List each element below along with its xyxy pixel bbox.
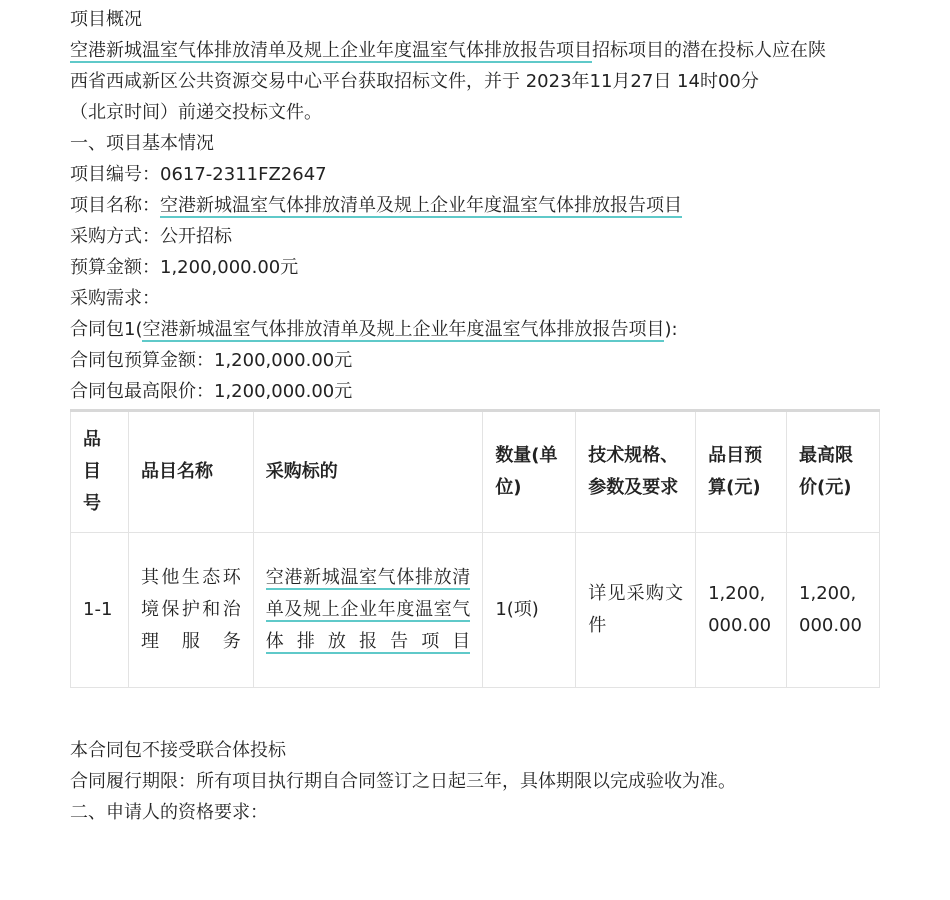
- project-number-row: [70, 159, 880, 190]
- package-budget-value: 1,200,000.00元: [214, 350, 353, 371]
- procurement-table: [70, 409, 880, 688]
- cell-spec: 详见采购文件: [576, 533, 696, 688]
- header-budget: 品目预算(元): [696, 411, 787, 533]
- procurement-method-row: [70, 221, 880, 252]
- section1-heading: 一、项目基本情况: [70, 133, 214, 154]
- header-subject: 采购标的: [253, 411, 483, 533]
- budget-row: [70, 252, 880, 283]
- subject-link[interactable]: 空港新城温室气体排放清单及规上企业年度温室气体排放报告项目: [265, 567, 471, 652]
- header-spec: 技术规格、参数及要求: [576, 411, 696, 533]
- cell-quantity: 1(项): [483, 533, 576, 688]
- contract-period: 合同履行期限：所有项目执行期自合同签订之日起三年，具体期限以完成验收为准。: [70, 771, 736, 792]
- procurement-method-value: 公开招标: [160, 226, 232, 247]
- table-header-row: [71, 411, 880, 533]
- cell-subject: [253, 533, 483, 688]
- spacer: [70, 688, 880, 735]
- budget-value: 1,200,000.00元: [160, 257, 299, 278]
- project-number-value: 0617-2311FZ2647: [160, 164, 327, 185]
- package-prefix: 合同包1(: [70, 319, 143, 340]
- package-suffix: ):: [664, 319, 678, 340]
- intro-line-3: （北京时间）前递交投标文件。: [70, 102, 322, 123]
- overview-heading: 项目概况: [70, 9, 142, 30]
- project-number-label: 项目编号：: [70, 164, 160, 185]
- notice-content: [70, 4, 880, 828]
- package-max-row: [70, 376, 880, 407]
- no-consortium-note: 本合同包不接受联合体投标: [70, 740, 286, 761]
- package-budget-label: 合同包预算金额：: [70, 350, 214, 371]
- intro-line-1-rest: 招标项目的潜在投标人应在陕: [592, 40, 826, 61]
- package-budget-row: [70, 345, 880, 376]
- package-link[interactable]: 空港新城温室气体排放清单及规上企业年度温室气体排放报告项目: [142, 319, 665, 340]
- project-link[interactable]: 空港新城温室气体排放清单及规上企业年度温室气体排放报告项目: [70, 40, 592, 61]
- table-row: [71, 533, 880, 688]
- project-name-link[interactable]: 空港新城温室气体排放清单及规上企业年度温室气体排放报告项目: [160, 195, 682, 216]
- package-max-label: 合同包最高限价：: [70, 381, 214, 402]
- header-item-name: 品目名称: [128, 411, 253, 533]
- cell-item-name: 其他生态环境保护和治理服务: [128, 533, 253, 688]
- budget-label: 预算金额：: [70, 257, 160, 278]
- header-quantity: 数量(单位): [483, 411, 576, 533]
- project-name-row: [70, 190, 880, 221]
- requirements-heading: 采购需求：: [70, 288, 160, 309]
- cell-max-price: 1,200,000.00: [787, 533, 880, 688]
- intro-line-1: [70, 35, 880, 66]
- intro-line-2: 西省西咸新区公共资源交易中心平台获取招标文件，并于 2023年11月27日 14时00分: [70, 71, 759, 92]
- header-max-price: 最高限价(元): [787, 411, 880, 533]
- procurement-method-label: 采购方式：: [70, 226, 160, 247]
- package-max-value: 1,200,000.00元: [214, 381, 353, 402]
- package-row: [70, 314, 880, 345]
- cell-item-no: 1-1: [71, 533, 129, 688]
- cell-budget: 1,200,000.00: [696, 533, 787, 688]
- project-name-label: 项目名称：: [70, 195, 160, 216]
- section2-heading: 二、申请人的资格要求：: [70, 802, 268, 823]
- header-item-no: 品目号: [71, 411, 129, 533]
